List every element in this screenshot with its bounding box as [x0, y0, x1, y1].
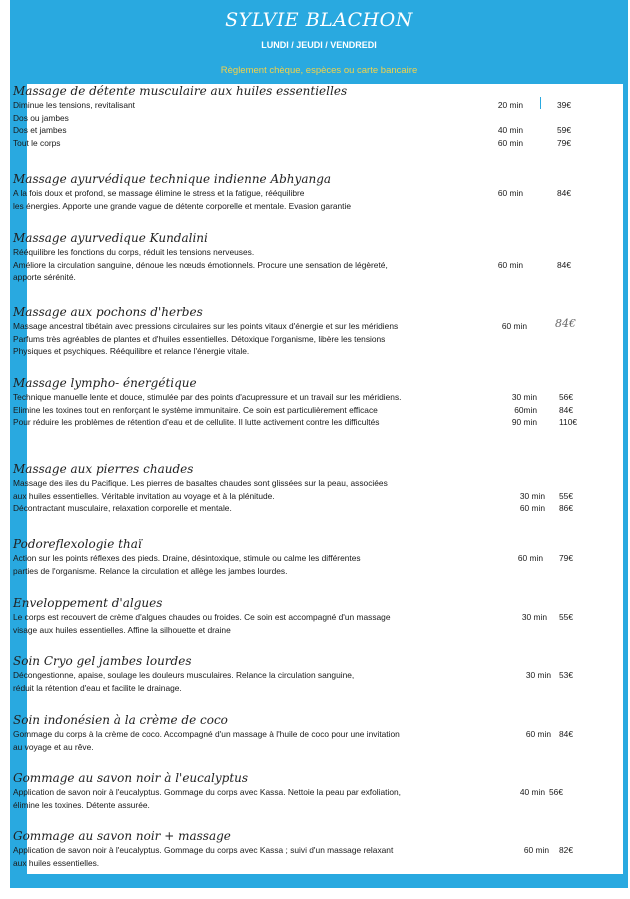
service-price: 59€: [557, 125, 571, 136]
service-line: [13, 271, 603, 284]
payment-methods: Règlement chèque, espèces ou carte bancaire: [220, 65, 418, 76]
opening-days: LUNDI / JEUDI / VENDREDI: [261, 40, 377, 50]
service-price: 84€: [559, 729, 573, 739]
service-line: [13, 333, 603, 346]
service-section: [13, 537, 603, 577]
service-section: [13, 305, 603, 358]
service-line: [13, 786, 603, 799]
service-duration: 60min: [514, 404, 537, 415]
service-duration: 60 min: [525, 729, 551, 739]
service-description: au voyage et au rêve.: [13, 741, 94, 752]
service-description: Physiques et psychiques. Rééquilibre et relance l'énergie vitale.: [13, 346, 250, 357]
service-title: Soin Cryo gel jambes lourdes: [13, 654, 192, 668]
service-duration: 60 min: [501, 321, 527, 331]
service-title: Massage ayurvédique technique indienne Abhyanga: [13, 172, 332, 186]
service-duration: 60 min: [523, 845, 549, 855]
service-duration: 30 min: [519, 490, 545, 501]
service-line: [13, 187, 603, 200]
service-price: 79€: [559, 553, 573, 563]
service-description: les énergies. Apporte une grande vague de détente corporelle et mentale. Evasion garantie: [13, 200, 352, 211]
service-line: [13, 404, 603, 417]
service-line: [13, 669, 603, 682]
service-price: 82€: [559, 845, 573, 855]
service-duration: 20 min: [497, 100, 523, 110]
service-line: [13, 112, 603, 125]
service-section: [13, 84, 603, 149]
service-line: [13, 345, 603, 358]
service-price: 56€: [549, 787, 563, 797]
service-section: [13, 713, 603, 753]
service-duration: 60 min: [497, 259, 523, 270]
service-duration: 60 min: [517, 553, 543, 563]
service-line: [13, 844, 603, 857]
service-line: [13, 799, 603, 812]
service-line: [13, 565, 603, 578]
service-section: [13, 829, 603, 869]
service-title: Massage lympho- énergétique: [13, 376, 197, 390]
service-title: Massage aux pochons d'herbes: [13, 305, 203, 319]
service-title: Massage ayurvedique Kundalini: [13, 231, 208, 245]
service-description: Décontractant musculaire, relaxation corporelle et mentale.: [13, 503, 232, 514]
service-line: [13, 611, 603, 624]
service-section: [13, 596, 603, 636]
service-section: [13, 462, 603, 515]
service-line: [13, 317, 603, 333]
service-title: Gommage au savon noir + massage: [13, 829, 231, 843]
service-duration: 30 min: [521, 612, 547, 622]
service-title: Massage de détente musculaire aux huiles essentielles: [13, 84, 348, 98]
service-price: 84€: [557, 259, 571, 270]
service-section: [13, 376, 603, 429]
service-description: Action sur les points réflexes des pieds. Draine, désintoxique, stimule ou calme les différentes: [13, 553, 361, 563]
service-price: 84€: [555, 317, 576, 330]
service-price: 56€: [559, 392, 573, 402]
service-description: Massage des iles du Pacifique. Les pierres de basaltes chaudes sont glissées sur la peau, associées: [13, 478, 388, 488]
service-price: 84€: [559, 404, 573, 415]
service-description: aux huiles essentielles.: [13, 857, 100, 868]
service-description: Le corps est recouvert de crème d'algues chaudes ou froides. Ce soin est accompagné d'un massage: [13, 612, 391, 622]
service-title: Podoreflexologie thaï: [13, 537, 142, 551]
service-line: [13, 682, 603, 695]
service-description: apporte sérénité.: [13, 272, 76, 283]
service-description: Parfums très agréables de plantes et d'huiles essentielles. Détoxique l'organisme, libère les tensions: [13, 333, 386, 344]
service-description: réduit la rétention d'eau et facilite le drainage.: [13, 682, 182, 693]
service-line: [13, 137, 603, 150]
service-line: [13, 490, 603, 503]
service-description: Dos et jambes: [13, 125, 67, 136]
service-description: Décongestionne, apaise, soulage les douleurs musculaires. Relance la circulation sanguine,: [13, 670, 355, 680]
service-section: [13, 172, 603, 212]
service-price: 110€: [559, 417, 578, 428]
service-description: parties de l'organisme. Relance la circulation et allège les jambes lourdes.: [13, 565, 288, 576]
service-line: [13, 741, 603, 754]
service-description: Pour réduire les problèmes de rétention d'eau et de cellulite. Il lutte activement contre les difficultés: [13, 417, 380, 428]
service-duration: 60 min: [497, 137, 523, 148]
service-line: [13, 259, 603, 272]
service-title: Massage aux pierres chaudes: [13, 462, 194, 476]
service-line: [13, 391, 603, 404]
service-description: Diminue les tensions, revitalisant: [13, 100, 135, 110]
service-line: [13, 477, 603, 490]
service-line: [13, 416, 603, 429]
column-separator: [540, 97, 541, 109]
service-price: 86€: [559, 503, 573, 514]
service-description: aux huiles essentielles. Véritable invitation au voyage et à la plénitude.: [13, 490, 275, 501]
service-duration: 40 min: [497, 125, 523, 136]
service-line: [13, 124, 603, 137]
service-duration: 60 min: [519, 503, 545, 514]
service-duration: 30 min: [525, 670, 551, 680]
service-description: visage aux huiles essentielles. Affine la silhouette et draine: [13, 624, 231, 635]
service-line: [13, 246, 603, 259]
service-section: [13, 654, 603, 694]
service-description: Application de savon noir à l'eucalyptus. Gommage du corps avec Kassa. Nettoie la peau par exfoliation,: [13, 787, 402, 797]
service-line: [13, 502, 603, 515]
service-description: Rééquilibre les fonctions du corps, réduit les tensions nerveuses.: [13, 247, 255, 257]
service-description: Améliore la circulation sanguine, dénoue les nœuds émotionnels. Procure une sensation de légèreté,: [13, 259, 388, 270]
service-title: Enveloppement d'algues: [13, 596, 163, 610]
service-description: Gommage du corps à la crème de coco. Accompagné d'un massage à l'huile de coco pour une invitation: [13, 729, 400, 739]
service-duration: 30 min: [511, 392, 537, 402]
service-duration: 40 min: [519, 787, 545, 797]
service-duration: 60 min: [497, 188, 523, 198]
practitioner-name: SYLVIE BLACHON: [225, 9, 413, 31]
service-line: [13, 552, 603, 565]
service-description: Massage ancestral tibétain avec pressions circulaires sur les points vitaux d'énergie et sur les méridiens: [13, 321, 399, 331]
service-description: élimine les toxines. Détente assurée.: [13, 799, 150, 810]
service-line: [13, 857, 603, 870]
service-price: 84€: [557, 188, 571, 198]
service-title: Soin indonésien à la crème de coco: [13, 713, 228, 727]
service-price: 39€: [557, 100, 571, 110]
service-description: Technique manuelle lente et douce, stimulée par des points d'acupressure et un travail sur les méridiens.: [13, 392, 402, 402]
service-price: 53€: [559, 670, 573, 680]
service-price: 79€: [557, 137, 571, 148]
service-duration: 90 min: [511, 417, 537, 428]
service-price: 55€: [559, 612, 573, 622]
service-description: Dos ou jambes: [13, 112, 69, 123]
service-line: [13, 99, 603, 112]
service-description: A la fois doux et profond, se massage élimine le stress et la fatigue, rééquilibre: [13, 188, 305, 198]
service-line: [13, 624, 603, 637]
service-description: Application de savon noir à l'eucalyptus. Gommage du corps avec Kassa ; suivi d'un massage relaxant: [13, 845, 394, 855]
service-line: [13, 200, 603, 213]
service-title: Gommage au savon noir à l'eucalyptus: [13, 771, 249, 785]
service-description: Elimine les toxines tout en renforçant le système immunitaire. Ce soin est particulièrement efficace: [13, 404, 378, 415]
service-price: 55€: [559, 490, 573, 501]
service-section: [13, 771, 603, 811]
service-description: Tout le corps: [13, 137, 61, 148]
service-section: [13, 231, 603, 284]
service-line: [13, 728, 603, 741]
